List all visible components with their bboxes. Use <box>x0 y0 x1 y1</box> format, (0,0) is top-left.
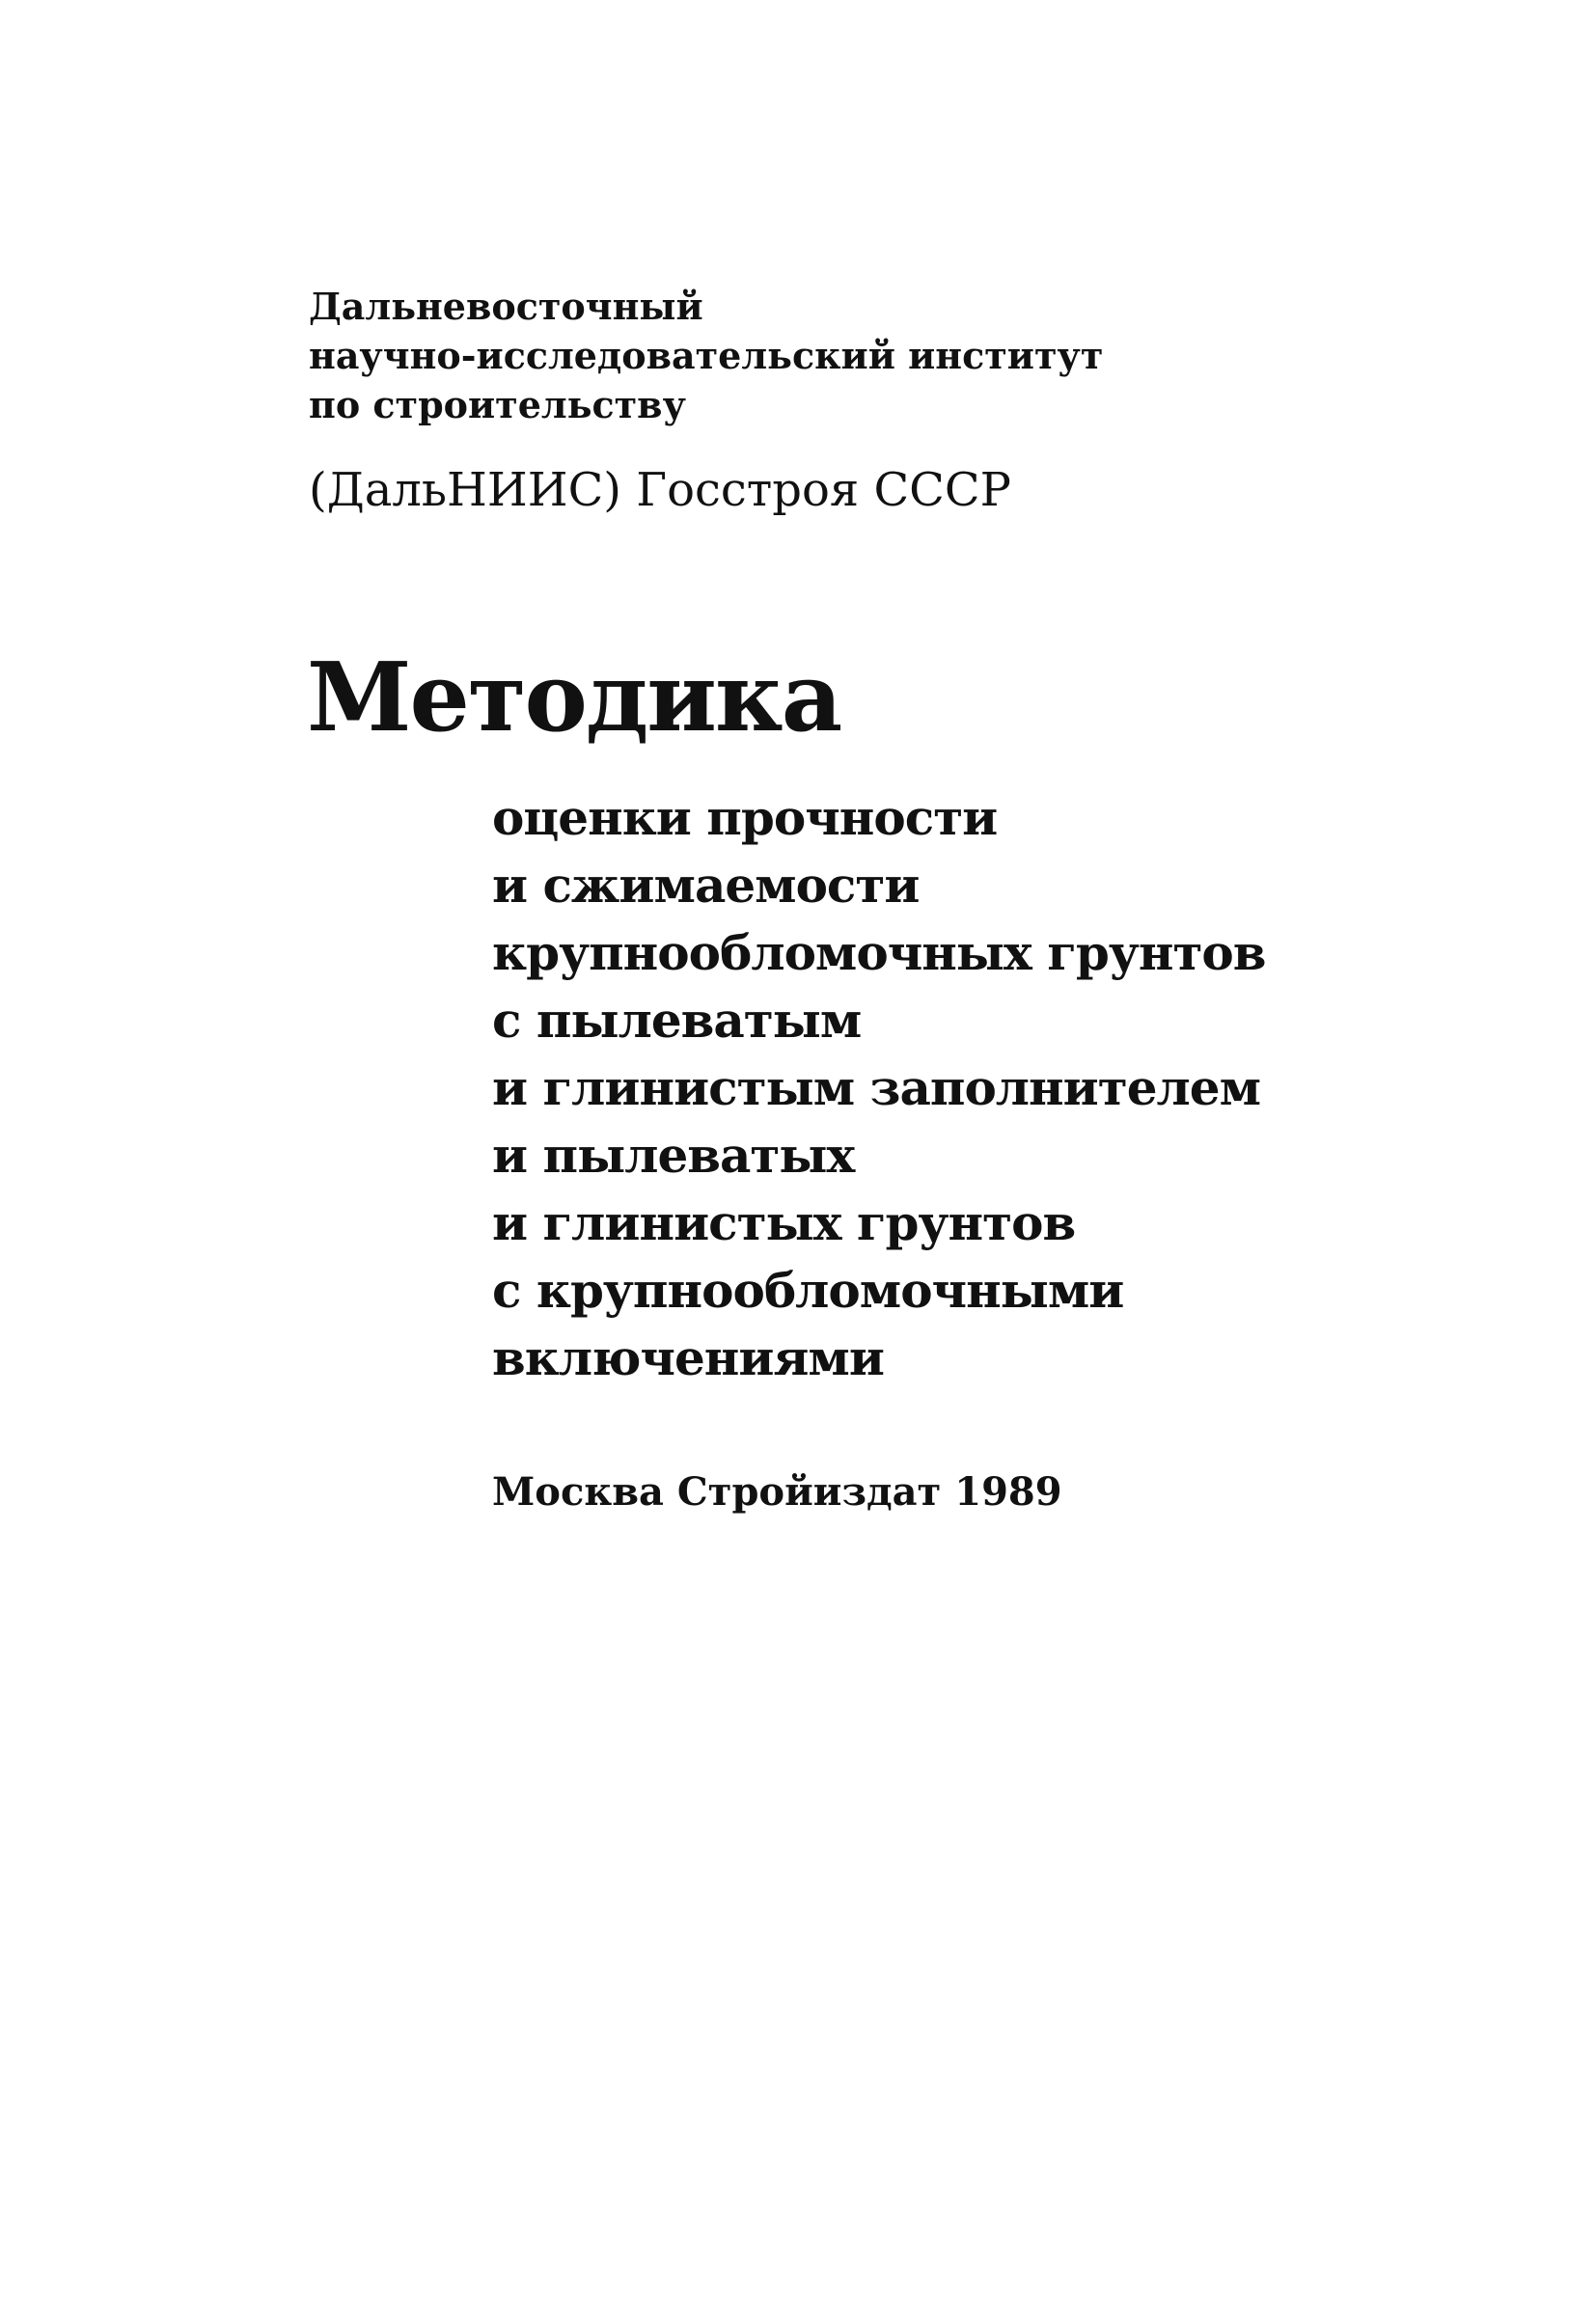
subtitle-line: и глинистых грунтов <box>492 1194 1076 1251</box>
subtitle-line: и сжимаемости <box>492 857 920 914</box>
subtitle-line: оценки прочности <box>492 789 998 846</box>
institution-abbreviation: (ДальНИИС) Госстроя СССР <box>309 463 1011 517</box>
publisher-imprint: Москва Стройиздат 1989 <box>492 1469 1062 1515</box>
subtitle-line: включениями <box>492 1329 884 1386</box>
subtitle-line: с пылеватым <box>492 992 862 1049</box>
institution-line: Дальневосточный <box>309 285 703 328</box>
institution-block <box>309 282 1177 518</box>
subtitle-line: и пылеватых <box>492 1127 855 1184</box>
subtitle-line: и глинистым заполнителем <box>492 1059 1261 1116</box>
document-subtitle <box>492 784 1457 1392</box>
institution-line: по строительству <box>309 383 686 426</box>
subtitle-line: с крупнообломочными <box>492 1262 1124 1319</box>
document-title: Методика <box>307 643 841 753</box>
subtitle-line: крупнообломочных грунтов <box>492 924 1266 981</box>
institution-line: научно-исследовательский институт <box>309 334 1104 377</box>
